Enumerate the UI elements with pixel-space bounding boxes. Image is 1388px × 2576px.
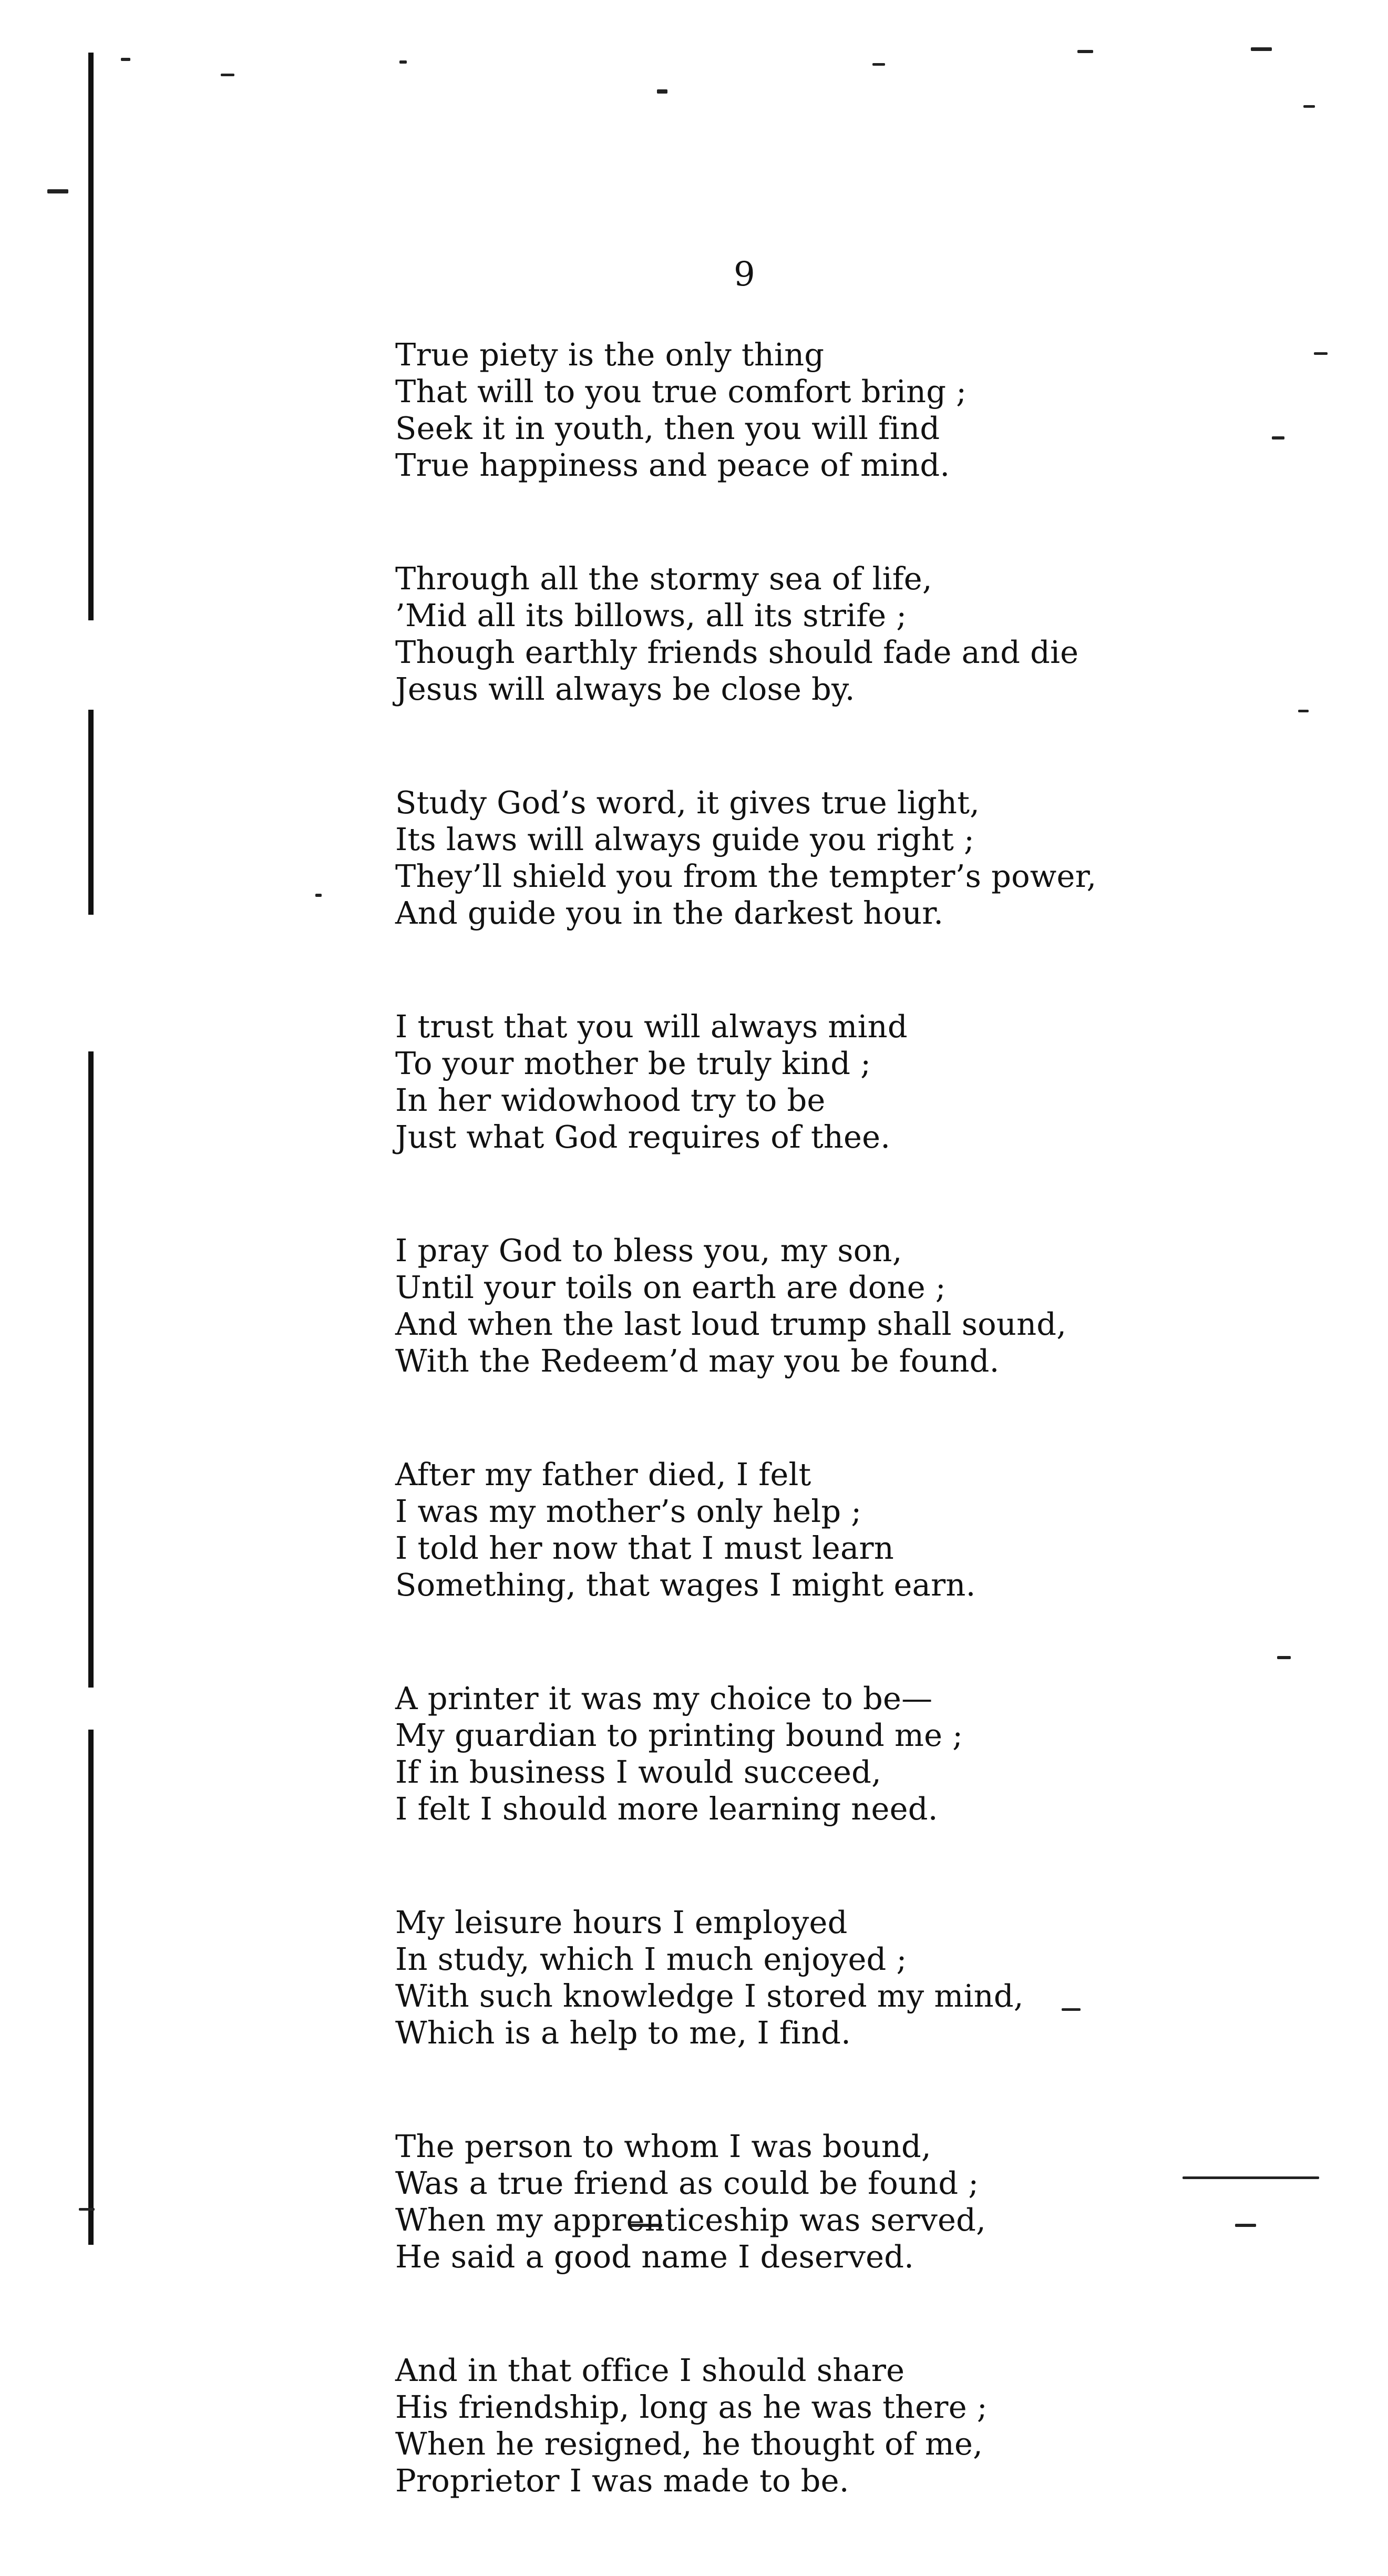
poem-line: Its laws will always guide you right ; xyxy=(395,821,975,857)
print-speck xyxy=(221,74,234,76)
stanza xyxy=(395,2128,1184,2275)
print-speck xyxy=(315,894,322,897)
print-speck xyxy=(657,89,667,94)
stanza xyxy=(395,1232,1184,1379)
poem-line: I was my mother’s only help ; xyxy=(395,1493,862,1529)
poem-line: With the Redeem’d may you be found. xyxy=(395,1343,1000,1379)
stanza xyxy=(395,1008,1184,1156)
poem-line: A printer it was my choice to be— xyxy=(395,1680,933,1716)
poem-line: I pray God to bless you, my son, xyxy=(395,1232,902,1269)
poem-line: Study God’s word, it gives true light, xyxy=(395,784,980,821)
print-speck xyxy=(1314,352,1328,355)
poem-line: When he resigned, he thought of me, xyxy=(395,2426,983,2462)
poem-line: I trust that you will always mind xyxy=(395,1008,908,1045)
page-number: 9 xyxy=(734,255,755,294)
poem-line: Something, that wages I might earn. xyxy=(395,1567,976,1603)
poem-line: Was a true friend as could be found ; xyxy=(395,2165,979,2201)
stanza xyxy=(395,1680,1184,1827)
print-speck xyxy=(1251,47,1272,51)
poem-line: Until your toils on earth are done ; xyxy=(395,1269,946,1305)
poem-line: With such knowledge I stored my mind, xyxy=(395,1978,1024,2014)
poem-line: Which is a help to me, I find. xyxy=(395,2015,851,2051)
poem-line: After my father died, I felt xyxy=(395,1456,811,1493)
poem-line: They’ll shield you from the tempter’s power, xyxy=(395,858,1097,894)
poem-line: I told her now that I must learn xyxy=(395,1530,894,1566)
poem-line: When my apprenticeship was served, xyxy=(395,2202,986,2238)
poem-line: He said a good name I deserved. xyxy=(395,2238,914,2275)
print-speck xyxy=(1303,105,1315,108)
margin-gap xyxy=(84,620,100,710)
print-speck xyxy=(1235,2224,1256,2227)
poem-line: My leisure hours I employed xyxy=(395,1904,848,1940)
poem-line: Seek it in youth, then you will find xyxy=(395,410,940,446)
poem-line: Through all the stormy sea of life, xyxy=(395,560,932,597)
poem-line: Though earthly friends should fade and die xyxy=(395,634,1079,670)
poem-line: In her widowhood try to be xyxy=(395,1082,826,1118)
poem-line: In study, which I much enjoyed ; xyxy=(395,1941,907,1977)
poem-line: And in that office I should share xyxy=(395,2352,905,2388)
print-speck xyxy=(872,63,885,66)
stanza xyxy=(395,336,1184,484)
margin-gap xyxy=(84,1688,100,1730)
poem-line: If in business I would succeed, xyxy=(395,1754,882,1790)
print-speck xyxy=(1077,50,1093,53)
poem-line: ’Mid all its billows, all its strife ; xyxy=(395,597,907,633)
poem-line: That will to you true comfort bring ; xyxy=(395,373,967,410)
margin-rule xyxy=(88,53,94,2245)
poem-line: His friendship, long as he was there ; xyxy=(395,2389,988,2425)
print-speck xyxy=(79,2208,95,2211)
stanza xyxy=(395,2352,1184,2499)
print-speck xyxy=(1298,710,1309,712)
stanza xyxy=(395,784,1184,932)
poem-line: My guardian to printing bound me ; xyxy=(395,1717,963,1753)
poem-line: To your mother be truly kind ; xyxy=(395,1045,871,1081)
print-speck xyxy=(399,60,407,64)
print-speck xyxy=(1183,2176,1319,2179)
margin-gap xyxy=(84,915,100,1051)
print-speck xyxy=(1277,1656,1291,1659)
poem-line: Just what God requires of thee. xyxy=(395,1119,891,1155)
poem xyxy=(395,336,1184,2576)
poem-line: I felt I should more learning need. xyxy=(395,1791,938,1827)
poem-line: Jesus will always be close by. xyxy=(395,671,855,707)
print-speck xyxy=(47,189,68,193)
poem-line: And when the last loud trump shall sound, xyxy=(395,1306,1067,1342)
stanza xyxy=(395,1904,1184,2051)
print-speck xyxy=(121,58,130,61)
poem-line: The person to whom I was bound, xyxy=(395,2128,931,2164)
stanza xyxy=(395,1456,1184,1603)
print-speck xyxy=(1272,436,1284,439)
poem-line: True happiness and peace of mind. xyxy=(395,447,950,483)
stanza xyxy=(395,560,1184,708)
poem-line: And guide you in the darkest hour. xyxy=(395,895,944,931)
poem-line: True piety is the only thing xyxy=(395,336,825,373)
poem-line: Proprietor I was made to be. xyxy=(395,2462,849,2499)
